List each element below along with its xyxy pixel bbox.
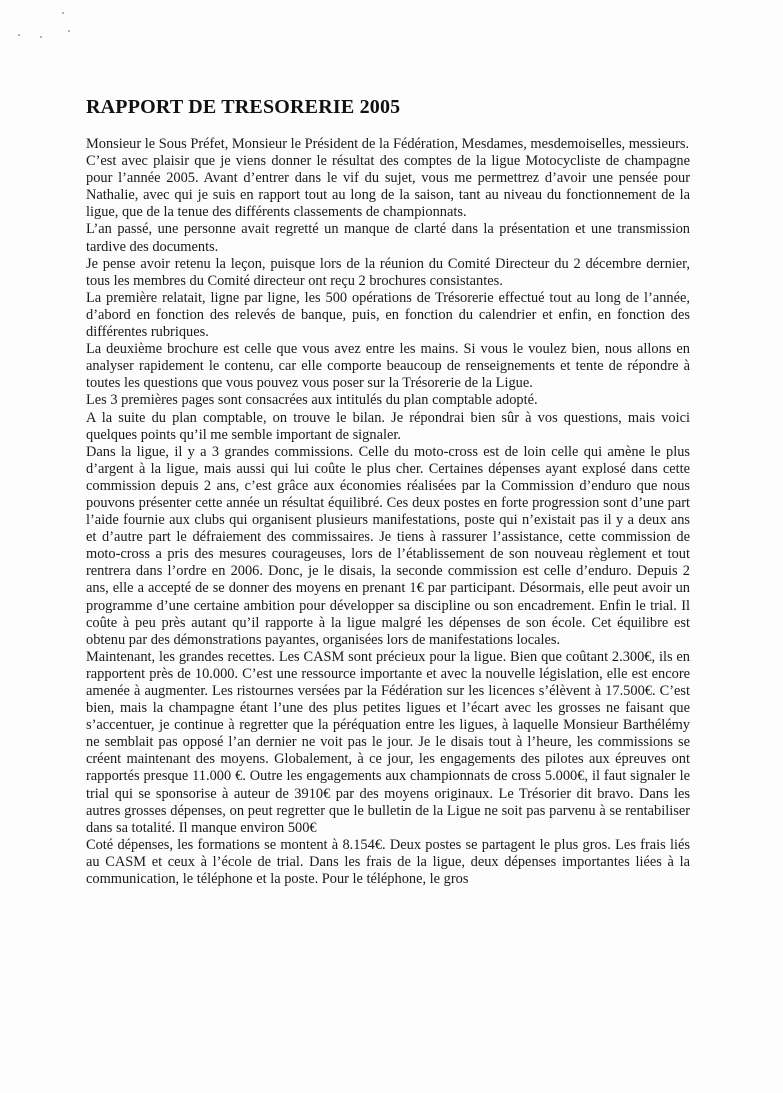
scan-speck [68, 30, 70, 32]
paragraph-commissions: Dans la ligue, il y a 3 grandes commissions. Celle du moto-cross est de loin celle qui amène le plus d’argent à la ligue, mais aussi qui lui coûte le plus cher. Certaines dépenses ayant explosé dans cette commission depuis 2 ans, c’est grâce aux économies réalisées par la Commission d’enduro que nous pouvons présenter cette année un résultat équilibré. Ces deux postes en forte progression sont d’une part l’aide fournie aux clubs qui organisent plusieurs manifestations, poste qui n’existait pas il y a deux ans et d’autre part le défraiement des commissaires. Je tiens à rassurer l’assistance, cette commission de moto-cross a pris des mesures courageuses, lors de l’établissement de son nouveau règlement et tout rentrera dans l’ordre en 2006. Donc, je le disais, la seconde commission est celle d’enduro. Depuis 2 ans, elle a accepté de se donner des moyens en prenant 1€ par participant. Désormais, elle peut avoir un programme d’une certaine ambition pour développer sa discipline ou son encadrement. Enfin le trial. Il coûte à peu près autant qu’il rapporte à la ligue malgré les dépenses de son école. Cet équilibre est obtenu par des démonstrations payantes, organisées lors de manifestations locales. [86, 443, 690, 648]
document-body [86, 136, 690, 888]
scan-speck [18, 34, 20, 36]
paragraph-plan-comptable: Les 3 premières pages sont consacrées aux intitulés du plan comptable adopté. [86, 392, 538, 409]
paragraph-depenses: Coté dépenses, les formations se montent à 8.154€. Deux postes se partagent le plus gros. Les frais liés au CASM et ceux à l’école de trial. Dans les frais de la ligue, deux dépenses importantes liées à la communication, le téléphone et la poste. Pour le téléphone, le gros [86, 836, 690, 888]
document-title: RAPPORT DE TRESORERIE 2005 [86, 96, 401, 118]
paragraph-greeting: Monsieur le Sous Préfet, Monsieur le Président de la Fédération, Mesdames, mesdemoiselles, messieurs. [86, 136, 690, 152]
paragraph-bilan: A la suite du plan comptable, on trouve le bilan. Je répondrai bien sûr à vos questions, mais voici quelques points qu’il me semble important de signaler. [86, 409, 690, 443]
paragraph-first-brochure: La première relatait, ligne par ligne, les 500 opérations de Trésorerie effectué tout au long de l’année, d’abord en fonction des relevés de banque, puis, en fonction du calendrier et enfin, en fonction des différentes rubriques. [86, 289, 690, 341]
scan-speck [62, 12, 64, 14]
paragraph-brochures: Je pense avoir retenu la leçon, puisque lors de la réunion du Comité Directeur du 2 décembre dernier, tous les membres du Comité directeur ont reçu 2 brochures consistantes. [86, 255, 690, 289]
paragraph-second-brochure: La deuxième brochure est celle que vous avez entre les mains. Si vous le voulez bien, nous allons en analyser rapidement le contenu, car elle comporte beaucoup de renseignements et tente de répondre à toutes les questions que vous pouvez vous poser sur la Trésorerie de la Ligue. [86, 341, 690, 392]
paragraph-intro: C’est avec plaisir que je viens donner le résultat des comptes de la ligue Motocycliste de champagne pour l’année 2005. Avant d’entrer dans le vif du sujet, vous me permettrez d’avoir une pensée pour Nathalie, avec qui je suis en rapport tout au long de la saison, tant au niveau du fonctionnement de la ligue, que de la tenue des différents classements de championnats. [86, 153, 690, 221]
paragraph-recettes: Maintenant, les grandes recettes. Les CASM sont précieux pour la ligue. Bien que coûtant 2.300€, ils en rapportent près de 10.000. C’est une ressource importante et avec la nouvelle législation, elle est encore amenée à augmenter. Les ristournes versées par la Fédération sur les licences s’élèvent à 17.500€. C’est bien, mais la champagne étant l’une des plus petites ligues et l’écart avec les grosses ne faisant que s’accentuer, je continue à regretter que la péréquation entre les ligues, à laquelle Monsieur Barthélémy ne semblait pas opposé l’an dernier ne voit pas le jour. Je le disais tout à l’heure, les commissions se créent maintenant des moyens. Globalement, à ce jour, les engagements des pilotes aux épreuves ont rapportés presque 11.000 €. Outre les engagements aux championnats de cross 5.000€, il faut signaler le trial qui se sponsorise à auteur de 3910€ par des moyens originaux. Le Trésorier dit bravo. Dans les autres grosses dépenses, on peut regretter que le bulletin de la Ligue ne soit pas parvenu à se rentabiliser dans sa totalité. Il manque environ 500€ [86, 648, 690, 836]
scan-speck [40, 36, 42, 38]
paragraph-last-year: L’an passé, une personne avait regretté un manque de clarté dans la présentation et une transmission tardive des documents. [86, 221, 690, 255]
